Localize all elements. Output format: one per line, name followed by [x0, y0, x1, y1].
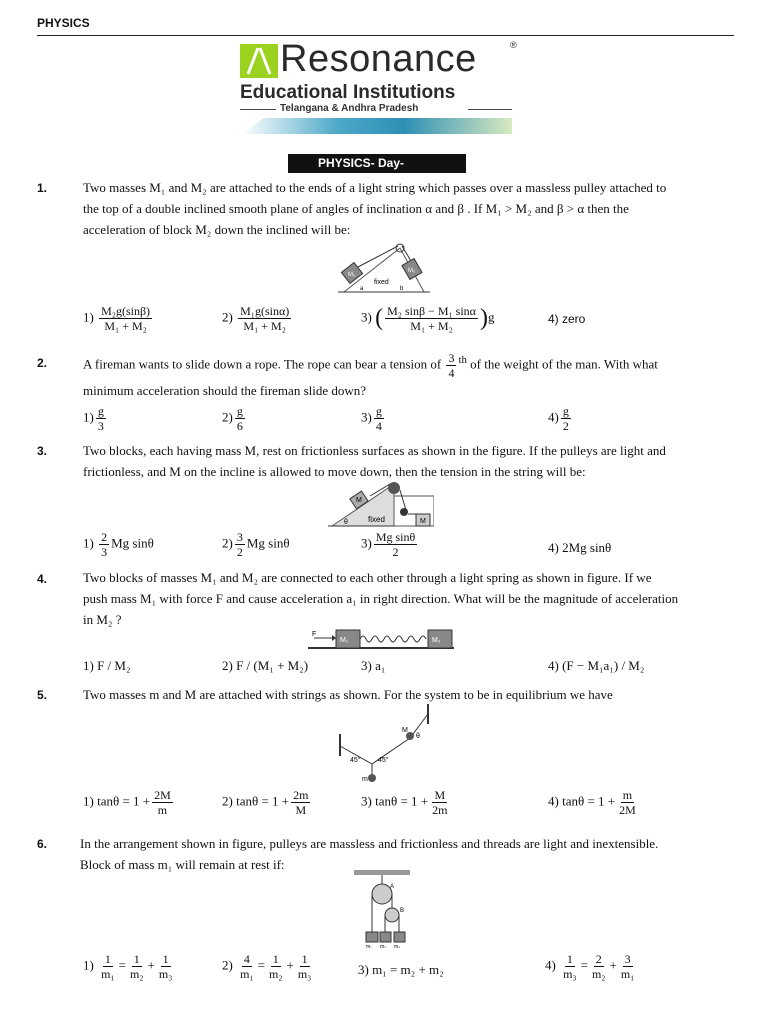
question-number: 3.: [37, 444, 48, 458]
fraction: [561, 404, 571, 433]
denominator: m₁: [240, 967, 254, 981]
q6-option-2: 2) $\frac{4}{\text{m₁}}$ = $\frac{1}{\text{m₂}}$ + $\frac{1}{\text{m₃}}$: [222, 952, 312, 981]
numerator: g: [236, 404, 243, 418]
question-number: 6.: [37, 837, 48, 851]
fraction: [99, 952, 117, 981]
denominator: m₂: [268, 967, 283, 981]
denominator: 3: [97, 419, 104, 433]
logo-name: Resonance: [280, 38, 477, 80]
q4-option-4: 4) (F − M₁a₁) / M₂: [548, 658, 645, 673]
denominator: 2: [236, 545, 243, 559]
option-prefix: 1): [83, 309, 94, 325]
resonance-logo-mark: [240, 44, 278, 78]
fraction: [99, 304, 152, 333]
denominator: 2: [392, 545, 399, 559]
question-number: 5.: [37, 688, 48, 702]
numerator: 2: [101, 530, 108, 544]
fraction: [238, 304, 291, 333]
q6-fig-b: B: [400, 908, 405, 914]
q4-option-2: 2) F / (M₁ + M₂): [222, 658, 309, 673]
q2-option-2: [222, 404, 247, 433]
fraction: [235, 404, 245, 433]
denominator: 3: [101, 545, 108, 559]
q6-fig-m3: m₃: [394, 944, 401, 948]
q1-fig-b: b: [400, 286, 404, 292]
q1-fig-fixed: fixed: [374, 279, 389, 286]
fraction: [561, 952, 579, 981]
numerator: 1: [104, 952, 111, 966]
q4-option-3: 3) a₁: [361, 658, 386, 673]
q5-fig-angle-2: 45°: [378, 757, 389, 764]
fraction: [96, 404, 106, 433]
denominator: 4: [448, 365, 455, 380]
option-prefix: 1): [83, 409, 94, 425]
fraction: [374, 404, 384, 433]
denominator: m₂: [129, 967, 144, 981]
q2-text-a: A fireman wants to slide down a rope. The rope can bear a tension of: [83, 356, 442, 372]
numerator: 1: [272, 952, 279, 966]
q4-line: push mass M₁ with force F and cause acceleration a₁ in right direction. What will be the magnitude of acceleration: [83, 591, 679, 606]
q1-option-2: [222, 304, 293, 333]
q1-fig-m2: M₂: [408, 268, 416, 274]
q1-option-3: 3) ( $\frac{\text{M₂ sinβ − M₁ sinα}}{\text{M₁ + M₂}}$ )g: [361, 304, 495, 333]
numerator: Mg sinθ: [375, 530, 416, 544]
q6-line: In the arrangement shown in figure, pulleys are massless and frictionless and threads are light and inextensible.: [80, 836, 659, 851]
option-prefix: 2): [222, 309, 233, 325]
numerator: M₂g(sinβ): [101, 304, 151, 318]
fraction: [296, 952, 314, 981]
fraction: [238, 952, 256, 981]
q3-option-4: 4) 2Mg sinθ: [548, 540, 612, 555]
q3-option-1: [83, 530, 154, 559]
page-header-subject: PHYSICS: [37, 16, 90, 30]
q6-line: Block of mass m₁ will remain at rest if:: [80, 857, 285, 872]
q3-fig-theta: θ: [344, 519, 348, 526]
numerator: 1: [301, 952, 308, 966]
denominator: 2M: [619, 803, 636, 817]
q3-figure: [328, 476, 434, 528]
q3-option-2: [222, 530, 290, 559]
q6-fig-m2: m₂: [380, 944, 387, 948]
q1-fig-a: a: [360, 286, 364, 292]
q3-fig-fixed: fixed: [368, 515, 385, 524]
fraction: [291, 788, 310, 817]
q4-line: Two blocks of masses M₁ and M₂ are connected to each other through a light spring as shown in figure. If we: [83, 570, 652, 585]
option-prefix: 4): [545, 957, 556, 973]
denominator: m: [157, 803, 168, 817]
q5-fig-theta: θ: [416, 733, 420, 740]
denominator: 2: [562, 419, 569, 433]
q5-fig-m: m: [362, 776, 368, 782]
numerator: 2m: [293, 788, 309, 802]
q1-line: acceleration of block M₂ down the inclined will be:: [83, 222, 351, 237]
q5-line: Two masses m and M are attached with strings as shown. For the system to be in equilibrium we have: [83, 687, 613, 702]
denominator: M₁ + M₂: [243, 319, 286, 333]
q6-figure: [354, 870, 410, 948]
q3-fig-m-incline: M: [356, 497, 362, 504]
numerator: g: [97, 404, 104, 418]
fraction: [235, 530, 245, 559]
numerator: g: [375, 404, 382, 418]
q4-option-1: 1) F / M₂: [83, 658, 131, 673]
q6-fig-m1: m₁: [366, 944, 372, 948]
q2-option-1: [83, 404, 108, 433]
q3-fig-m-table: M: [420, 518, 426, 525]
question-number: 4.: [37, 572, 48, 586]
q5-option-1: [83, 788, 175, 817]
option-prefix: 4) tanθ = 1 +: [548, 793, 616, 809]
denominator: M₁ + M₂: [104, 319, 147, 333]
fraction: [430, 788, 449, 817]
numerator: 2: [595, 952, 602, 966]
numerator: 1: [133, 952, 140, 966]
option-suffix: Mg sinθ: [111, 535, 154, 551]
question-number: 2.: [37, 356, 48, 370]
denominator: m₃: [563, 967, 577, 981]
q5-fig-bigm: M: [402, 727, 408, 734]
q3-line: Two blocks, each having mass M, rest on frictionless surfaces as shown in the figure. If the pulleys are light and: [83, 443, 666, 458]
q4-fig-force: F: [312, 631, 317, 638]
option-prefix: 3): [361, 309, 372, 325]
q6-option-1: 1) $\frac{1}{\text{m₁}}$ = $\frac{1}{\text{m₂}}$ + $\frac{1}{\text{m₃}}$: [83, 952, 173, 981]
question-6-text: [80, 833, 728, 875]
option-prefix: 3) tanθ = 1 +: [361, 793, 429, 809]
q2-th: th: [458, 354, 467, 366]
q4-fig-m1: M₁: [340, 637, 349, 644]
q1-figure: [338, 240, 430, 296]
denominator: 4: [375, 419, 382, 433]
fraction: [446, 351, 456, 380]
denominator: m₃: [297, 967, 312, 981]
q5-option-4: [548, 788, 640, 817]
fraction: [619, 952, 637, 981]
option-prefix: 2): [222, 535, 233, 551]
fraction: [617, 788, 638, 817]
option-prefix: 2): [222, 957, 233, 973]
logo-region: Telangana & Andhra Pradesh: [280, 103, 419, 114]
numerator: 3: [236, 530, 243, 544]
question-2-text: [83, 350, 731, 401]
logo-registered-mark: ®: [510, 40, 517, 50]
header-divider: [37, 35, 734, 36]
fraction: [590, 952, 608, 981]
denominator: M₁ + M₂: [410, 319, 453, 333]
fraction: [152, 788, 173, 817]
fraction: [267, 952, 285, 981]
numerator: M₂ sinβ − M₁ sinα: [387, 304, 476, 318]
q5-figure: [334, 700, 434, 782]
q2-option-4: [548, 404, 573, 433]
q1-line: the top of a double inclined smooth plane of angles of inclination α and β . If M₁ > M₂ and β > α then the: [83, 201, 629, 216]
denominator: m₁: [620, 967, 635, 981]
q4-fig-m2: M₂: [432, 637, 441, 644]
numerator: 1: [566, 952, 573, 966]
fraction: [157, 952, 175, 981]
q2-option-3: [361, 404, 386, 433]
numerator: 2M: [154, 788, 171, 802]
denominator: m₂: [591, 967, 606, 981]
denominator: 6: [236, 419, 243, 433]
q1-option-1: [83, 304, 154, 333]
option-prefix: 1): [83, 535, 94, 551]
q2-line: minimum acceleration should the fireman slide down?: [83, 382, 367, 398]
logo-subtitle: Educational Institutions: [240, 82, 456, 103]
numerator: m: [622, 788, 633, 802]
fraction: [374, 530, 417, 559]
denominator: M: [295, 803, 307, 817]
question-number: 1.: [37, 181, 48, 195]
fraction: [128, 952, 146, 981]
numerator: M: [434, 788, 446, 802]
denominator: m₁: [101, 967, 115, 981]
q3-line: frictionless, and M on the incline is allowed to move down, then the tension in the string will be:: [83, 464, 586, 479]
q3-option-3: [361, 530, 419, 559]
logo-line-left: [240, 109, 276, 110]
q6-fig-a: A: [390, 884, 395, 890]
numerator: 3: [624, 952, 631, 966]
denominator: 2m: [432, 803, 448, 817]
option-prefix: 2) tanθ = 1 +: [222, 793, 290, 809]
q4-figure: [308, 626, 454, 652]
q5-option-2: [222, 788, 312, 817]
q6-option-3: 3) m₁ = m₂ + m₂: [358, 962, 444, 977]
q5-fig-angle-1: 45°: [350, 757, 361, 764]
numerator: 1: [162, 952, 169, 966]
fraction: [385, 304, 478, 333]
option-prefix: 1) tanθ = 1 +: [83, 793, 151, 809]
numerator: 3: [448, 350, 455, 365]
option-prefix: 2): [222, 409, 233, 425]
option-prefix: 3): [361, 409, 372, 425]
question-1-text: [83, 177, 731, 240]
option-suffix: Mg sinθ: [246, 535, 290, 551]
numerator: 4: [243, 952, 250, 966]
question-4-text: [83, 567, 731, 630]
denominator: m₃: [158, 967, 173, 981]
logo-swoosh: [242, 118, 512, 134]
logo-glyph-icon: [240, 44, 278, 78]
logo-line-right: [468, 109, 512, 110]
q5-option-3: [361, 788, 451, 817]
numerator: M₁g(sinα): [240, 304, 290, 318]
q2-line: [83, 350, 731, 380]
q1-option-4: 4) zero: [548, 312, 586, 326]
numerator: g: [562, 404, 569, 418]
q1-line: Two masses M₁ and M₂ are attached to the ends of a light string which passes over a massless pulley attached to: [83, 180, 667, 195]
option-suffix: g: [487, 309, 495, 325]
option-prefix: 1): [83, 957, 94, 973]
q6-option-4: 4) $\frac{1}{\text{m₃}}$ = $\frac{2}{\text{m₂}}$ + $\frac{3}{\text{m₁}}$: [545, 952, 635, 981]
option-prefix: 4): [548, 409, 559, 425]
q1-fig-m1: M₁: [348, 272, 356, 278]
q4-line: in M₂ ?: [83, 612, 122, 627]
option-prefix: 3): [361, 535, 372, 551]
title-box: PHYSICS- Day-: [288, 154, 466, 173]
fraction: [99, 530, 109, 559]
q2-text-b: of the weight of the man. With what: [470, 356, 658, 372]
